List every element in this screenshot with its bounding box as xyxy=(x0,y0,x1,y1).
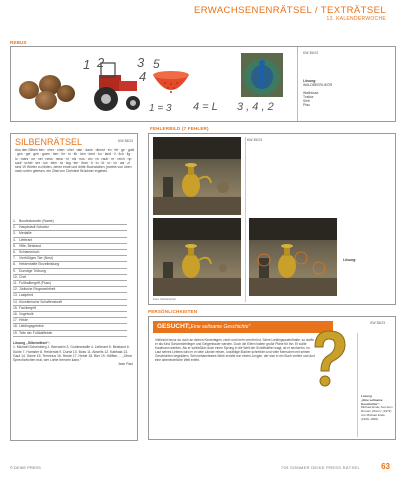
silbenraetsel-solution xyxy=(13,341,133,439)
page-subtitle: 13. KALENDERWOCHE xyxy=(326,16,386,22)
fehlerbild-photo-original xyxy=(153,137,241,215)
footer-copyright: © DEIKE PRESS xyxy=(10,465,41,470)
walnuts-image xyxy=(17,71,77,111)
rebus-equation-1: 1 = 3 xyxy=(149,103,172,114)
fehlerbild-kw: KW 35/23 xyxy=(247,138,262,142)
clue-row[interactable]: 14.Künstlerische Schaffenskraft xyxy=(13,299,127,306)
clue-row[interactable]: 15.Fachbegriff xyxy=(13,305,127,312)
clue-row[interactable]: 13.Lastpferd xyxy=(13,292,127,299)
clue-row[interactable]: 11. Fußballbegriff (Fluss) xyxy=(13,280,127,287)
silbenraetsel-solution-text: 1. Michael Scheinberg 2. Bernstein 3. Goldmedaille 4. Lieferant 5. Beistand 6. Suhle 7. Hamster 8. Heldentat 9. Dunst 10. Boss 11. Abseits 12. Kabbala 13. Gaul 14. Genie 15. Terminus 16. Herde 17. Heide 18. Bier 19. Hälften … „Ohne Sprechzeichen mal, wer Liebe trennen kann.“ xyxy=(13,345,133,363)
persoenlichkeit-solution-title: Lösung xyxy=(361,394,372,398)
gesucht-title: „Eine seltsame Geschichte“ xyxy=(189,324,251,330)
rebus-number-4: 4 xyxy=(139,69,147,84)
fehlerbild-credit: Foto: Shutterstock xyxy=(153,297,176,301)
silbenraetsel-intro: Aus den Silben ben · cher · chen · chel · dan · dank · dienst · en · fel · ge · gold · gen · gel · geh · gram · hen · ihr · in · lib · ken · kent · ku · land · li · lich · lig · lo · mars · ne · nel · ness · neun · ni · nis · nus · om · ra · raub · re · reich · rip · sauf · schel · ser · sor · stim · ta · tag · ten · than · ti · tu · tö · ur · vo · wa · zi sind 19 Wörter zu bilden, deren erste und dritte Buchstaben, jeweils von oben nach unten gelesen, ein Zitat von Christine Brückner ergeben. xyxy=(15,148,135,174)
rebus-section-label: REBUS xyxy=(10,40,27,45)
fehlerbild-divider xyxy=(245,137,246,302)
rebus-box xyxy=(10,46,396,122)
rebus-solution xyxy=(303,79,391,108)
persoenlichkeit-kw: KW 35/23 xyxy=(370,321,385,325)
persoenlichkeit-solution xyxy=(361,395,395,422)
rebus-solution-title: Lösung: xyxy=(303,79,317,83)
clue-row[interactable]: 7. Vierfüßiges Tier (Nest) xyxy=(13,255,127,262)
rebus-solution-line: Traktor xyxy=(303,94,314,99)
rebus-number-2: 2 xyxy=(97,55,105,70)
clue-row[interactable]: 5. Hilfe, Beistand xyxy=(13,243,127,250)
rebus-solution-line: Pfau xyxy=(303,103,310,108)
clue-row[interactable]: 8. Heldenhafte Einzelleistung xyxy=(13,261,127,268)
clue-row[interactable]: 1. Bundeskanzler (Name) xyxy=(13,218,127,225)
persoenlichkeit-body: Vielleicht bevor du noch an deinen Kindertagen, reich und mehr verrührt ist. Seine Lieblingsaufenthalte, so durfte er als Kind Schornsteinfeger und Geigenbauer werden. Doch die Eltern haben große Pläne für ihn: Er sollte Kaufmann werden. Als er schließlich doch einen Sprung in die Welt der Schriftsteller wagt, ist er sechzehn. Im Lauf seines Lebens wird er in viele Länder reisen, unzählige Bücher schreiben und viele Menschen mit seinen Geschichten begeistern. Sein bekanntestes Werk erzählt von einem Jungen, der sich in ein Buch verliert und dort eine abenteuerliche Welt erlebt. xyxy=(155,338,315,363)
fehlerbild-box xyxy=(148,133,396,305)
rebus-number-1: 1 xyxy=(83,57,91,72)
clue-row[interactable]: 19.Teile der Fußballfelder xyxy=(13,330,127,337)
rebus-solution-line: Sieb xyxy=(303,99,310,104)
fehlerbild-solution-photo xyxy=(249,218,337,296)
fehlerbild-photo-modified xyxy=(153,218,241,296)
rebus-kw: KW 35/23 xyxy=(303,51,318,55)
fehlerbild-section-label: FEHLERBILD (7 FEHLER) xyxy=(150,126,209,131)
silbenraetsel-solution-title: Lösung „Silbenrätsel“: xyxy=(13,341,50,345)
silbenraetsel-title: SILBENRÄTSEL xyxy=(15,137,83,147)
fehlerbild-solution-title: Lösung: xyxy=(343,258,357,262)
rebus-solution-word: WALDBEERLIKÖR xyxy=(303,83,333,88)
clue-row[interactable]: 10.Chef xyxy=(13,274,127,281)
rebus-equation-3: 3 , 4 , 2 xyxy=(237,101,274,113)
silbenraetsel-kw: KW 35/23 xyxy=(118,139,133,143)
persoenlichkeit-solution-text: Michael Ende, Aus dem Roman „Momo“ (1973) von Michael Ende (1929–1995). xyxy=(361,405,393,421)
rebus-number-3: 3 xyxy=(137,55,145,70)
question-mark-icon xyxy=(303,327,353,397)
rebus-solution-line: Wallnüsse xyxy=(303,90,319,95)
page-number: 63 xyxy=(381,462,390,471)
clue-row[interactable]: 17.Heide xyxy=(13,317,127,324)
sieve-image xyxy=(151,69,191,103)
clue-row[interactable]: 18.Lieblingsgetränk xyxy=(13,323,127,330)
silbenraetsel-solution-author: Jean Paul xyxy=(117,362,133,367)
persoenlichkeit-section-label: PERSÖNLICHKEITEN xyxy=(148,309,198,314)
rebus-number-5: 5 xyxy=(153,57,160,71)
page-title: ERWACHSENENRÄTSEL / TEXTRÄTSEL xyxy=(193,5,386,16)
tractor-image xyxy=(79,55,151,115)
persoenlichkeit-divider xyxy=(357,333,358,437)
persoenlichkeit-box xyxy=(148,316,396,440)
gesucht-label: GESUCHT: xyxy=(157,323,191,330)
clue-row[interactable]: 6. Schlammloch xyxy=(13,249,127,256)
clue-row[interactable]: 16.Vogelvolk xyxy=(13,311,127,318)
clue-row[interactable]: 12.Jüdische Eingeweihtheit xyxy=(13,286,127,293)
clue-row[interactable]: 2. Hauptstadt Schweiz xyxy=(13,224,127,231)
clue-row[interactable]: 3. Medaille xyxy=(13,230,127,237)
clue-row[interactable]: 4. Lieferant xyxy=(13,237,127,244)
clue-row[interactable]: 9. Dunstige Trübung xyxy=(13,268,127,275)
footer-magazine: 709 SOMMER DEIKE PRESS RÄTSEL xyxy=(281,465,360,470)
rebus-equation-2: 4 = L xyxy=(193,101,218,113)
rebus-divider xyxy=(297,47,298,121)
peacock-image xyxy=(241,53,283,97)
persoenlichkeit-solution-subtitle: „Eine seltsame Geschichte“: xyxy=(361,397,383,406)
